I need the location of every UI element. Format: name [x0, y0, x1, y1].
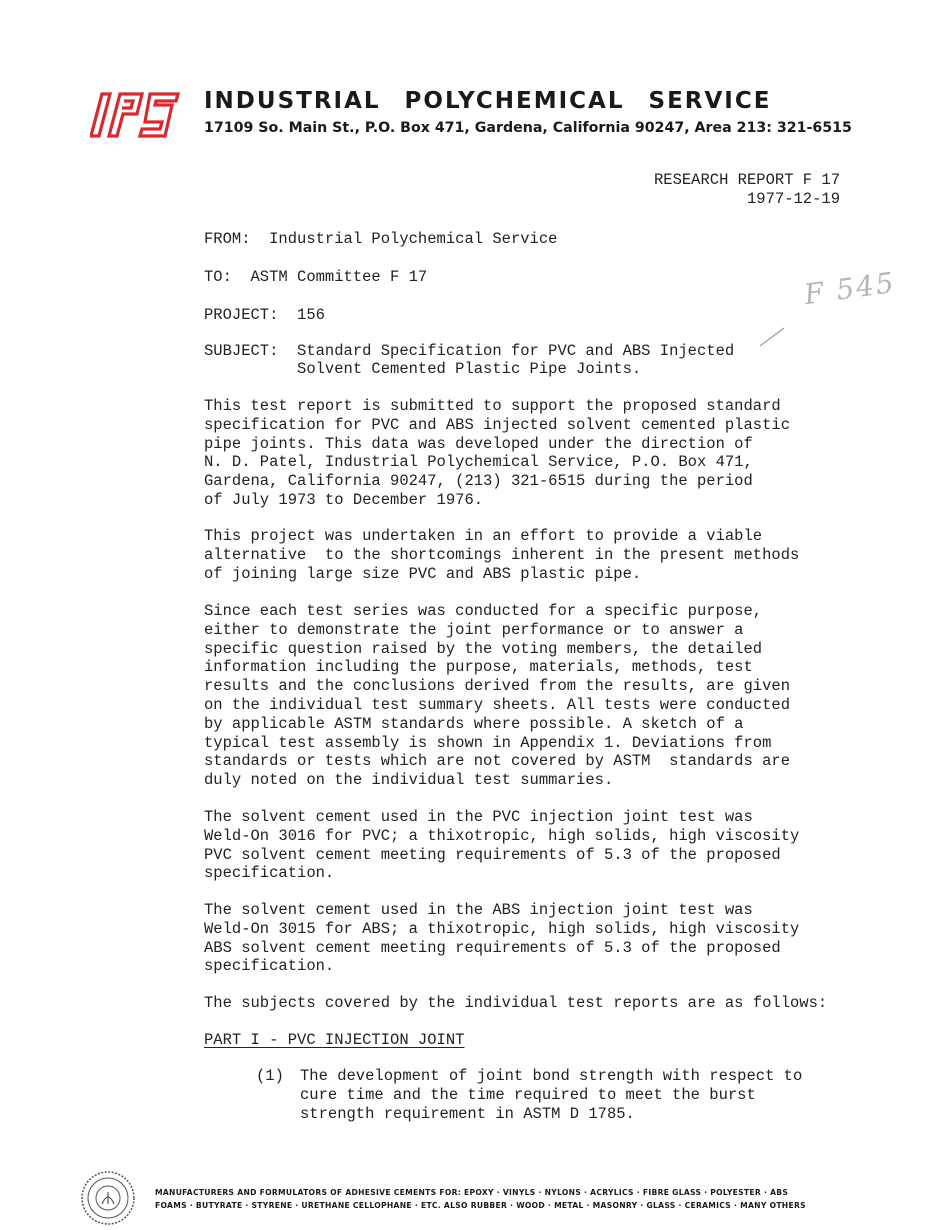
- handwritten-annotation: F 545: [802, 265, 898, 312]
- paragraph-methods: Since each test series was conducted for a specific purpose, either to demonstrate the joint performance or to answer a specific question raised by the voting members, the detailed information including the purpose, materials, methods, test results and the conclusions derived from the results, are given on the individual test summary sheets. All tests were conducted by applicable ASTM standards where possible. A sketch of a typical test assembly is shown in Appendix 1. Deviations from standards or tests which are not covered by ASTM standards are duly noted on the individual test summaries.: [204, 602, 790, 790]
- footer-line-2: FOAMS · BUTYRATE · STYRENE · URETHANE CELLOPHANE · ETC. ALSO RUBBER · WOOD · METAL · MASONRY · GLASS · CERAMICS · MANY OTHERS: [155, 1201, 806, 1210]
- project-field: PROJECT: 156: [204, 306, 325, 324]
- report-number: RESEARCH REPORT F 17: [653, 171, 840, 189]
- paragraph-abs-cement: The solvent cement used in the ABS injection joint test was Weld-On 3015 for ABS; a thixotropic, high solids, high viscosity ABS solvent cement meeting requirements of 5.3 of the proposed specification.: [204, 901, 800, 976]
- paragraph-purpose: This project was undertaken in an effort to provide a viable alternative to the shortcomings inherent in the present methods of joining large size PVC and ABS plastic pipe.: [204, 527, 800, 583]
- seal-icon: [80, 1170, 136, 1226]
- subject-field-line2: Solvent Cemented Plastic Pipe Joints.: [204, 360, 642, 378]
- list-item-text: The development of joint bond strength with respect to cure time and the time required to meet the burst strength requirement in ASTM D 1785.: [300, 1067, 803, 1123]
- company-name: INDUSTRIAL POLYCHEMICAL SERVICE: [204, 88, 772, 114]
- paragraph-pvc-cement: The solvent cement used in the PVC injection joint test was Weld-On 3016 for PVC; a thixotropic, high solids, high viscosity PVC solvent cement meeting requirements of 5.3 of the proposed specification.: [204, 808, 800, 883]
- list-item-number: (1): [256, 1067, 284, 1085]
- from-field: FROM: Industrial Polychemical Service: [204, 230, 558, 248]
- pencil-stroke-decoration: [758, 322, 788, 352]
- footer-text: [155, 1186, 895, 1212]
- subject-field-line1: SUBJECT: Standard Specification for PVC and ABS Injected: [204, 342, 735, 360]
- company-address: 17109 So. Main St., P.O. Box 471, Gardena, California 90247, Area 213: 321-6515: [204, 120, 852, 136]
- report-date: 1977-12-19: [746, 190, 840, 208]
- part-heading: PART I - PVC INJECTION JOINT: [204, 1031, 465, 1049]
- to-field: TO: ASTM Committee F 17: [204, 268, 428, 286]
- ips-logo: [90, 90, 180, 140]
- report-block: [654, 171, 840, 209]
- paragraph-intro: This test report is submitted to support the proposed standard specification for PVC and ABS injected solvent cemented plastic pipe joints. This data was developed under the direction of N. D. Patel, Industrial Polychemical Service, P.O. Box 471, Gardena, California 90247, (213) 321-6515 during the period of July 1973 to December 1976.: [204, 397, 790, 509]
- paragraph-subjects: The subjects covered by the individual test reports are as follows:: [204, 994, 828, 1012]
- footer-line-1: MANUFACTURERS AND FORMULATORS OF ADHESIVE CEMENTS FOR: EPOXY · VINYLS · NYLONS · ACRYLICS · FIBRE GLASS · POLYESTER · ABS: [155, 1188, 789, 1197]
